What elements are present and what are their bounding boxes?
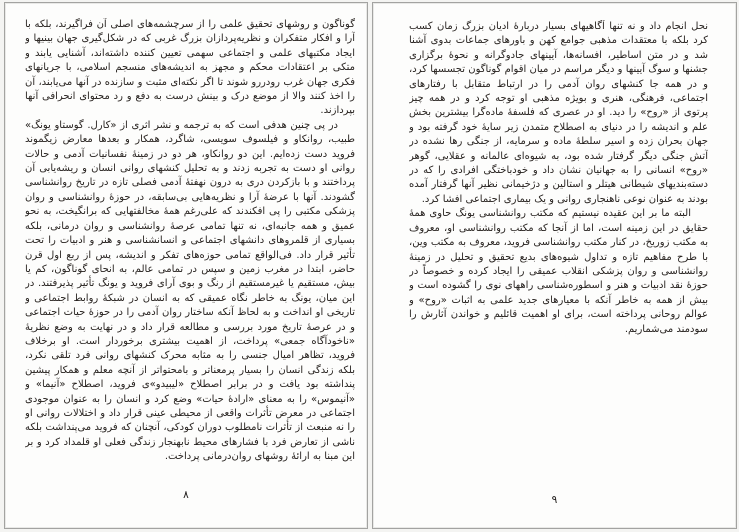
paragraph: البته ما بر این عقیده نیستیم که مکتب روانشناسی یونگ حاوی همهٔ حقایق در این زمینه است، اما از آنجا که مکتب روانشناسی او، معروف به مکتب زوریخ، در کنار مکتب روانشناسی فروید، معروف به مکتب وین، با طرح مفاهیم تازه و تداول شیوه‌های بدیع تحقیق و تحلیل در زمینهٔ روانشناسی و روان پزشکی انقلاب عمیقی را ایجاد کرده و خصوصاً در حوزهٔ نقد ادبیات و هنر و اسطوره‌شناسی راههای نوی را گشوده است و بیش از همه به خاطر آنکه با معیارهای جدید علمی به اثبات «روح» و عوالم روحانی پرداخته است، برای او اهمیت قائلیم و خواندن آثارش را سودمند می‌شماریم. bbox=[409, 208, 708, 335]
page-left-text-block bbox=[25, 18, 355, 470]
page-left-number: ۸ bbox=[183, 489, 189, 501]
paragraph: در پی چنین هدفی است که به ترجمه و نشر اثری از «کارل. گوستاو یونگ» طبیب، روانکاو و فیلسوف سویسی، شاگرد، همکار و بعدها معارض زیگموند فروید دست زده‌ایم. این دو روانکاو، هر دو در زمینهٔ نفسانیات آدمی و حالات روانی او دست به تجربه زدند و به تحلیل کنشهای روانی انسان و ریشه‌یابی آن پرداختند و با بازکردن دری به درون نهفتهٔ آدمی فصلی تازه در تاریخ روانشناسی گشودند. آنها با عرضهٔ آرا و نظریه‌هایی بی‌سابقه، در حوزهٔ روانشناسی و روان پزشکی مکتبی را پی افکندند که علی‌رغم همهٔ مخالفتهایی که برانگیخت، به نحو عمیق و همه جانبه‌ای، نه تنها تمامی عرصهٔ روانشناسی و روان درمانی، بلکه بسیاری از قلمروهای دانشهای اجتماعی و انسانشناسی و هنر و ادبیات را تحت تأثیر قرار داد. فی‌الواقع تمامی حوزه‌های تفکر و اندیشه، پس از ربع اول قرن حاضر، ابتدا در مغرب زمین و سپس در تمامی عالم، به انحای گوناگون، کم یا بیش، مستقیم یا غیرمستقیم از رنگ و بوی آرای فروید و یونگ تأثیر پذیرفتند. در این میان، یونگ به خاطر نگاه عمیقی که به انسان در شبکهٔ روابط اجتماعی و تاریخی او انداخت و به لحاظ آنکه ساختار روان آدمی را در حوزهٔ حیات اجتماعی و در عرصهٔ تاریخ مورد بررسی و مطالعه قرار داد و در نهایت به وضع نظریهٔ «ناخودآگاه جمعی» پرداخت، از اهمیت بیشتری برخوردار است. او برخلاف فروید، تظاهر امیال جنسی را به مثابه محرک کنشهای روانی فرد تلقی نکرد، بلکه زندگی انسان را بسیار پرمعناتر و بامحتواتر از آنچه معلم و همکار پیشین پنداشته بود یافت و در برابر اصطلاح «لیبیدو»ی فروید، اصطلاح «آنیما» و «آنیموس» را به معنای «ارادهٔ حیات» وضع کرد و انسان را به عنوان موجودی اجتماعی در معرض تأثرات واقعی از محیطی عینی قرار داد و اختلالات روانی او را نه منبعث از تأثرات نامطلوب دوران کودکی، آنچنان که فروید می‌پنداشت بلکه ناشی از تعارض فرد با فشارهای محیط نابهنجار زندگی فعلی او قلمداد کرد و بر این مبنا به ارائهٔ روشهای روان‌درمانی پرداخت. bbox=[25, 119, 355, 463]
page-right-number: ۹ bbox=[551, 494, 558, 506]
book-page-left bbox=[4, 2, 368, 529]
paragraph: گوناگون و روشهای تحقیق علمی را از سرچشمه‌های اصلی آن فراگیرند، بلکه با آرا و افکار متفکران و نظریه‌پردازان بزرگ غربی که در شکل‌گیری جهان بینیها و ایجاد مکتبهای علمی و اجتماعی سهمی تعیین کننده داشته‌اند، آشنایی یابند و متکی بر اعتقادات محکم و مجهز به اندیشه‌های منسجم اسلامی، با جریانهای فکری جهان غرب رودررو شوند تا اگر نکته‌ای مثبت و سازنده در آنها می‌یابند، آن را اخذ کنند والا از موضع درک و بینش درست به دفع و رد محتوای انحرافی آنها بپردازند. bbox=[25, 19, 355, 117]
page-right-text-block bbox=[409, 20, 708, 470]
book-page-right bbox=[372, 2, 737, 529]
paragraph: نحل انجام داد و نه تنها آگاهیهای بسیار دربارهٔ ادیان بزرگ زمان کسب کرد بلکه با معتقدات مذهبی جوامع کهن و باورهای جماعات بدوی آشنا شد و در متن اساطیر، افسانه‌ها، آیینهای جادوگرانه و نحوهٔ برگزاری جشنها و سوگ آیینها و دیگر مراسم در میان اقوام گوناگون تجسسها کرد، و در همه جا کنشهای روان آدمی را در ارتباط متقابل با رفتارهای اجتماعی، فرهنگی، هنری و بویژه مذهبی او توجه کرد و در همه چیز پرتوی از «روح» را دید. او در عصری که فلسفهٔ ماده‌گرا بیشترین بخش علم و اندیشه را در دنیای به اصطلاح متمدن زیر سایهٔ خود گرفته بود و جهان بحران زده و اسیر سلطهٔ ماده و سرمایه، از جنگی رها نشده در آتش جنگی دیگر گرفتار شده بود، به شیوه‌ای عالمانه و عقلایی، گوهر «روح» انسانی را به جهانیان نشان داد و خودباختگی افرادی را که در دسته‌بندیهای شیطانی هیتلر و استالین و دژخیمانی نظیر آنها گرفتار آمده بودند به عنوان نوعی ناهنجاری روانی و یک بیماری اجتماعی افشا کرد. bbox=[409, 21, 708, 205]
